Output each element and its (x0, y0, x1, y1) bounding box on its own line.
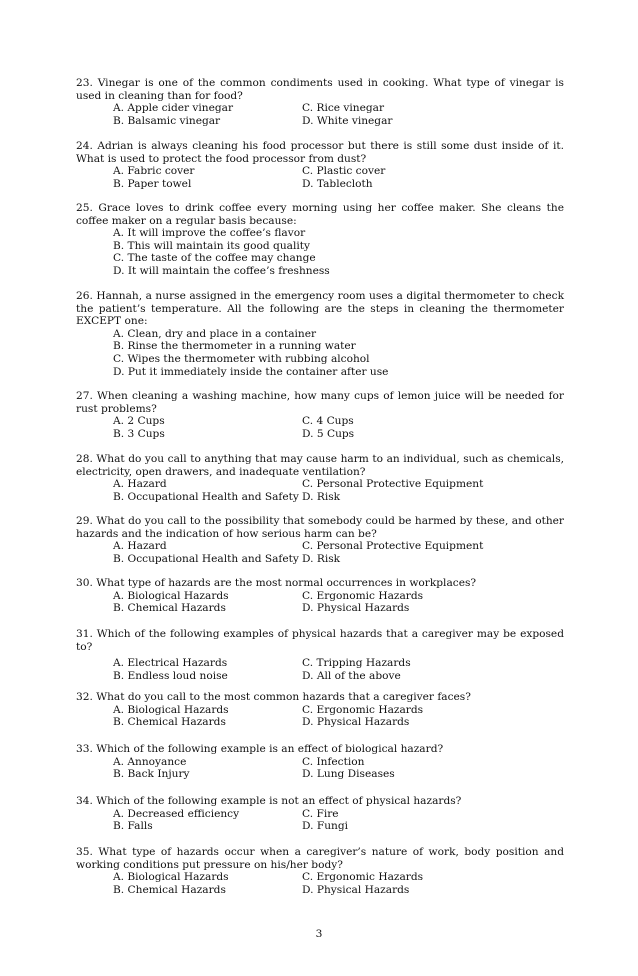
question-23 (76, 77, 564, 127)
option-c: C. Tripping Hazards (302, 657, 411, 670)
question-28 (76, 453, 564, 503)
question-31 (76, 628, 564, 682)
question-25 (76, 202, 564, 278)
option-a: A. Fabric cover (113, 165, 195, 178)
option-c: C. Personal Protective Equipment (302, 540, 484, 553)
option-a: A. Biological Hazards (113, 871, 229, 884)
option-a: A. Annoyance (113, 755, 187, 768)
question-30 (76, 577, 564, 615)
option-b: B. Endless loud noise (113, 669, 228, 682)
option-b: B. Chemical Hazards (113, 883, 226, 896)
question-stem: 31. Which of the following examples of physical hazards that a caregiver may be exposed to? (76, 628, 564, 653)
options (76, 227, 564, 277)
question-stem: 26. Hannah, a nurse assigned in the emergency room uses a digital thermometer to check the patient’s temperature. All the following are the steps in cleaning the thermometer EXCEPT one: (76, 290, 564, 328)
option-a: A. Clean, dry and place in a container (113, 327, 317, 340)
question-35 (76, 846, 564, 896)
question-stem: 27. When cleaning a washing machine, how many cups of lemon juice will be needed for rust problems? (76, 390, 564, 415)
option-d: D. 5 Cups (302, 427, 355, 440)
option-c: C. Plastic cover (302, 165, 386, 178)
options (76, 102, 564, 127)
option-a: A. Biological Hazards (113, 589, 229, 602)
option-d: D. Physical Hazards (302, 716, 410, 729)
question-24 (76, 140, 564, 190)
question-33 (76, 743, 564, 781)
question-stem: 25. Grace loves to drink coffee every morning using her coffee maker. She cleans the coffee maker on a regular basis because: (76, 202, 564, 227)
question-stem: 23. Vinegar is one of the common condiments used in cooking. What type of vinegar is used in cleaning than for food? (76, 77, 564, 102)
option-d: D. All of the above (302, 669, 401, 682)
options (76, 478, 564, 503)
option-d: D. Tablecloth (302, 177, 373, 190)
option-a: A. Decreased efficiency (113, 807, 240, 820)
page-number: 3 (315, 928, 323, 940)
option-d: D. Risk (302, 552, 341, 565)
option-a: A. Apple cider vinegar (113, 102, 234, 115)
option-b: B. Back Injury (113, 768, 190, 781)
option-a: A. Hazard (113, 540, 167, 553)
question-stem: 28. What do you call to anything that may cause harm to an individual, such as chemicals, electricity, open drawers, and inadequate ventilation? (76, 453, 564, 478)
option-a: A. Hazard (113, 478, 167, 491)
option-c: C. Personal Protective Equipment (302, 478, 484, 491)
option-a: A. Biological Hazards (113, 703, 229, 716)
question-26 (76, 290, 564, 378)
option-d: D. It will maintain the coffee’s freshness (113, 264, 330, 277)
option-d: D. Physical Hazards (302, 602, 410, 615)
option-b: B. Rinse the thermometer in a running water (113, 340, 356, 353)
options (76, 540, 564, 565)
option-b: B. Balsamic vinegar (113, 114, 221, 127)
option-b: B. Occupational Health and Safety (113, 552, 299, 565)
options (76, 704, 564, 729)
option-d: D. Physical Hazards (302, 883, 410, 896)
option-d: D. Put it immediately inside the container after use (113, 365, 389, 378)
options (76, 756, 564, 781)
options (76, 590, 564, 615)
option-c: C. Wipes the thermometer with rubbing alcohol (113, 352, 370, 365)
option-b: B. Chemical Hazards (113, 716, 226, 729)
option-a: A. Electrical Hazards (113, 657, 228, 670)
question-stem: 34. Which of the following example is not an effect of physical hazards? (76, 795, 462, 807)
option-c: C. Ergonomic Hazards (302, 703, 424, 716)
question-34 (76, 795, 564, 833)
option-c: C. Ergonomic Hazards (302, 589, 424, 602)
question-stem: 35. What type of hazards occur when a caregiver’s nature of work, body position and working conditions put pressure on his/her body? (76, 846, 564, 871)
option-b: B. 3 Cups (113, 427, 165, 440)
option-b: B. This will maintain its good quality (113, 239, 310, 252)
options (76, 165, 564, 190)
option-d: D. Risk (302, 490, 341, 503)
question-stem: 30. What type of hazards are the most normal occurrences in workplaces? (76, 577, 477, 589)
options (76, 808, 564, 833)
options (76, 871, 564, 896)
option-c: C. The taste of the coffee may change (113, 252, 316, 265)
question-stem: 33. Which of the following example is an effect of biological hazard? (76, 743, 444, 755)
option-d: D. White vinegar (302, 114, 393, 127)
option-d: D. Fungi (302, 820, 349, 833)
option-b: B. Chemical Hazards (113, 602, 226, 615)
option-c: C. Rice vinegar (302, 102, 385, 115)
question-27 (76, 390, 564, 440)
options (76, 657, 564, 682)
question-stem: 29. What do you call to the possibility that somebody could be harmed by these, and other hazards and the indication of how serious harm can be? (76, 515, 564, 540)
option-b: B. Occupational Health and Safety (113, 490, 299, 503)
option-b: B. Falls (113, 820, 153, 833)
option-a: A. 2 Cups (113, 415, 165, 428)
option-c: C. Ergonomic Hazards (302, 871, 424, 884)
question-stem: 24. Adrian is always cleaning his food processor but there is still some dust inside of it. What is used to protect the food processor from dust? (76, 140, 564, 165)
question-29 (76, 515, 564, 565)
option-c: C. 4 Cups (302, 415, 354, 428)
options (76, 328, 564, 378)
option-c: C. Fire (302, 807, 339, 820)
option-a: A. It will improve the coffee’s flavor (113, 227, 306, 240)
option-d: D. Lung Diseases (302, 768, 395, 781)
question-32 (76, 691, 564, 729)
options (76, 415, 564, 440)
option-c: C. Infection (302, 755, 365, 768)
question-stem: 32. What do you call to the most common hazards that a caregiver faces? (76, 691, 471, 703)
option-b: B. Paper towel (113, 177, 192, 190)
